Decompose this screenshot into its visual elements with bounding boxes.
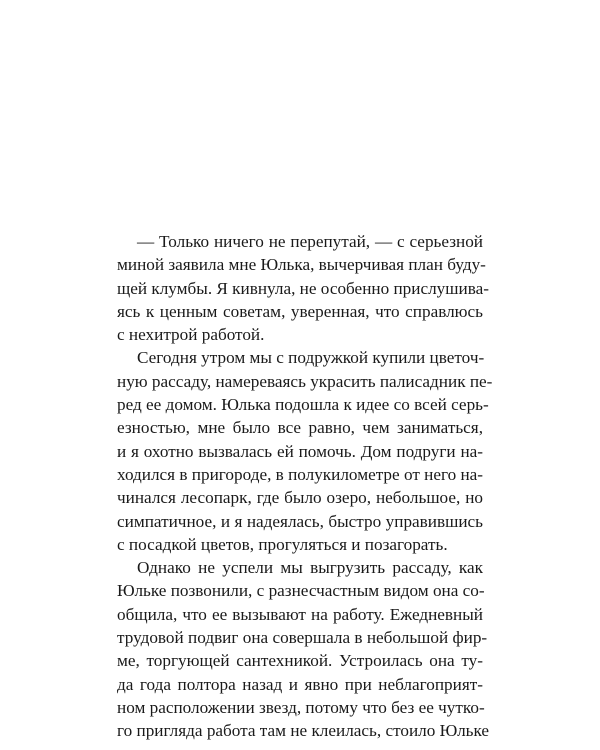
text-line: с нехитрой работой.	[117, 325, 265, 345]
text-line: с посадкой цветов, прогуляться и позагорать.	[117, 534, 448, 554]
text-line: трудовой подвиг она совершала в небольшой фир-	[117, 628, 488, 648]
text-line: ясь к ценным советам, уверенная, что справлюсь	[117, 301, 483, 321]
text-line: и я охотно вызвалась ей помочь. Дом подруги на-	[117, 441, 483, 461]
text-line: езностью, мне было все равно, чем заниматься,	[117, 418, 483, 438]
text-line: ред ее домом. Юлька подошла к идее со всей серь-	[117, 395, 489, 415]
text-line: щей клумбы. Я кивнула, не особенно прислушива-	[117, 278, 489, 298]
text-line: миной заявила мне Юлька, вычерчивая план буду-	[117, 255, 486, 275]
text-line: ходился в пригороде, в полукилометре от него на-	[117, 464, 484, 484]
text-line: Сегодня утром мы с подружкой купили цветоч-	[137, 348, 485, 368]
text-line: ме, торгующей сантехникой. Устроилась она ту-	[117, 651, 483, 671]
text-line: общила, что ее вызывают на работу. Ежедневный	[117, 604, 483, 624]
text-line: да года полтора назад и явно при неблагоприят-	[117, 674, 483, 694]
text-line: чинался лесопарк, где было озеро, небольшое, но	[117, 488, 483, 508]
text-line: го пригляда работа там не клеилась, стоило Юльке	[117, 721, 490, 741]
text-line: ном расположении звезд, потому что без ее чутко-	[117, 697, 485, 717]
text-line: симпатичное, и я надеялась, быстро управившись	[117, 511, 483, 531]
text-line: Юльке позвонили, с разнесчастным видом она со-	[117, 581, 485, 601]
text-line: ную рассаду, намереваясь украсить палисадник пе-	[117, 371, 493, 391]
text-line: Однако не успели мы выгрузить рассаду, как	[137, 558, 483, 578]
text-line: — Только ничего не перепутай, — с серьезной	[137, 232, 483, 251]
body-text	[117, 230, 493, 743]
